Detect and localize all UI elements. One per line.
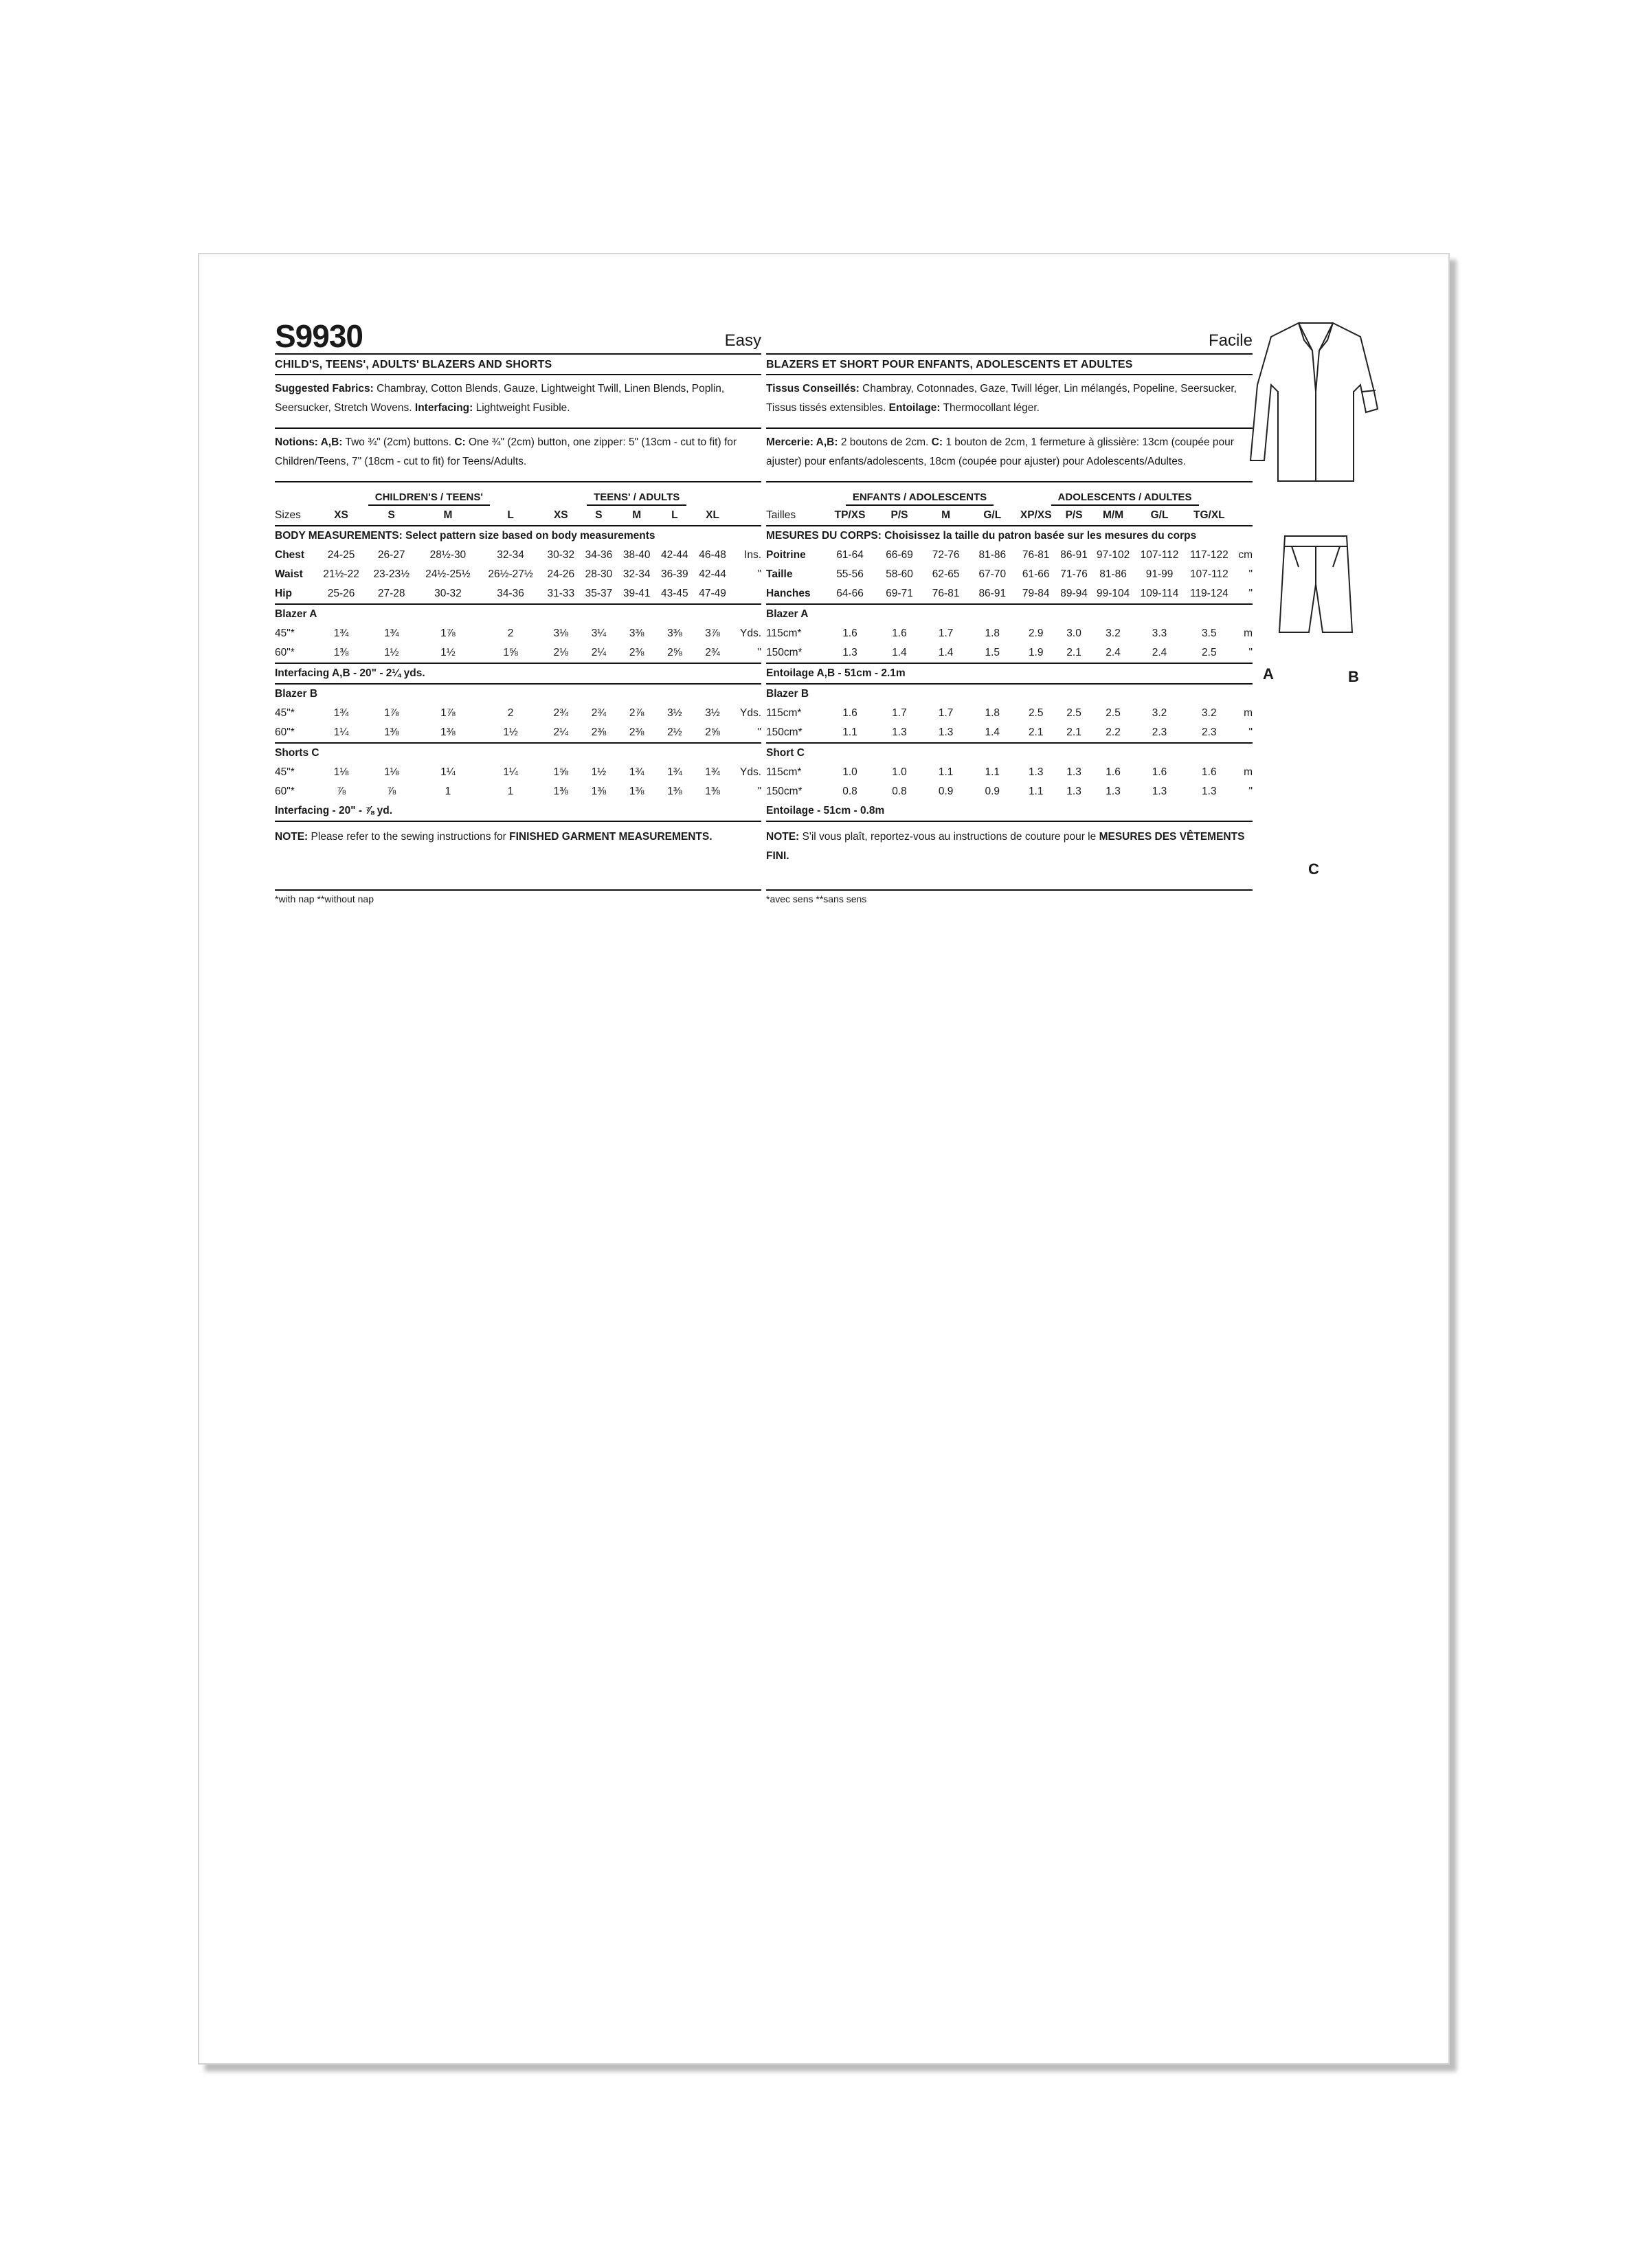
notions-paragraph-fr: Mercerie: A,B: 2 boutons de 2cm. C: 1 bouton de 2cm, 1 fermeture à glissière: 13cm (coupée pour ajuster) pour enfants/adolescents, 18cm (coupée pour ajuster) pour Adolescents/Adultes. [766, 436, 1234, 467]
row-label: 150cm* [766, 786, 803, 797]
table-cell: 2⅝ [705, 726, 720, 738]
group-heading: ADOLESCENTS / ADULTES [1051, 491, 1199, 506]
table-cell: 58-60 [886, 568, 913, 580]
row-label: Waist [275, 568, 303, 580]
unit-cell: " [1248, 726, 1253, 738]
table-cell: 1.6 [1202, 766, 1217, 778]
table-cell: 2½ [667, 726, 682, 738]
section-label: Blazer A [766, 608, 809, 620]
table-cell: 2.1 [1028, 726, 1044, 738]
size-header: M [618, 506, 655, 526]
table-cell: 1.7 [938, 627, 954, 639]
header-fr [766, 315, 1253, 355]
difficulty-level-fr: Facile [1208, 331, 1253, 350]
table-cell: 3⅜ [667, 627, 682, 639]
table-cell: 79-84 [1022, 588, 1050, 599]
body-measurements-label: MESURES DU CORPS: Choisissez la taille du patron basée sur les mesures du corps [766, 530, 1197, 542]
unit-cell: " [757, 786, 761, 797]
table-cell: 1.7 [892, 707, 907, 719]
table-cell: 3½ [667, 707, 682, 719]
table-cell: 1⅝ [503, 647, 518, 658]
french-column [766, 315, 1253, 904]
table-cell: 30-32 [434, 588, 462, 599]
table-cell: 2⅛ [553, 647, 569, 658]
table-cell: 67-70 [978, 568, 1007, 580]
table-cell: 2⅝ [667, 647, 682, 658]
table-cell: 2.3 [1202, 726, 1217, 738]
unit-cell: m [1244, 627, 1253, 639]
pattern-title: CHILD'S, TEENS', ADULTS' BLAZERS AND SHORTS [275, 355, 761, 375]
unit-cell: Yds. [739, 627, 761, 639]
table-cell: 2.3 [1152, 726, 1167, 738]
table-cell: 2 [507, 627, 514, 639]
table-cell: 1 [445, 786, 451, 797]
size-header: L [480, 506, 542, 526]
table-cell: 1½ [383, 647, 399, 658]
table-cell: 46-48 [699, 549, 726, 561]
size-header: S [366, 506, 416, 526]
table-cell: 2.5 [1066, 707, 1081, 719]
table-cell: 76-81 [932, 588, 960, 599]
table-cell: 26½-27½ [488, 568, 533, 580]
table-cell: 31-33 [547, 588, 575, 599]
table-cell: 2.1 [1066, 647, 1081, 658]
table-row [275, 763, 761, 782]
unit-cell: " [1248, 786, 1253, 797]
table-cell: 71-76 [1060, 568, 1088, 580]
table-cell: 34-36 [497, 588, 524, 599]
table-row [275, 723, 761, 743]
table-cell: 1.3 [1066, 766, 1081, 778]
table-cell: 1.4 [985, 726, 1000, 738]
table-cell: 1¾ [333, 707, 349, 719]
table-cell: 1.6 [1106, 766, 1121, 778]
table-row [766, 723, 1253, 743]
unit-cell: " [1248, 647, 1253, 658]
table-cell: 0.8 [892, 786, 907, 797]
view-label-b: B [1348, 668, 1359, 685]
section-label: Shorts C [275, 747, 319, 759]
table-cell: 69-71 [886, 588, 913, 599]
row-label: 150cm* [766, 726, 803, 738]
difficulty-level: Easy [724, 331, 761, 350]
table-cell: 24-25 [327, 549, 355, 561]
table-cell: 1¾ [667, 766, 682, 778]
table-cell: 3⅛ [553, 627, 569, 639]
table-cell: 2¾ [591, 707, 607, 719]
table-cell: 2⅞ [629, 707, 644, 719]
fabrics-paragraph: Suggested Fabrics: Chambray, Cotton Blends, Gauze, Lightweight Twill, Linen Blends, Poplin, Seersucker, Stretch Wovens. Interfacing: Lightweight Fusible. [275, 383, 725, 414]
table-cell: ⅞ [387, 786, 396, 797]
table-cell: 1.6 [892, 627, 907, 639]
table-cell: 61-64 [836, 549, 864, 561]
pattern-code: S9930 [275, 318, 363, 354]
table-cell: 42-44 [699, 568, 726, 580]
pattern-title-fr: BLAZERS ET SHORT POUR ENFANTS, ADOLESCENTS ET ADULTES [766, 355, 1253, 375]
table-cell: 1.3 [938, 726, 954, 738]
size-header: TG/XL [1185, 506, 1234, 526]
row-label: 45"* [275, 766, 295, 778]
table-cell: 1¾ [629, 766, 644, 778]
table-row [766, 565, 1253, 584]
table-cell: 28-30 [585, 568, 613, 580]
size-header: P/S [1056, 506, 1091, 526]
table-cell: 89-94 [1060, 588, 1088, 599]
note-fr: NOTE: S'il vous plaît, reportez-vous au instructions de couture pour le MESURES DES VÊTEMENTS FINI. [766, 831, 1245, 862]
table-cell: 32-34 [622, 568, 651, 580]
table-row [275, 584, 761, 604]
notions-paragraph: Notions: A,B: Two ¾" (2cm) buttons. C: One ¾" (2cm) button, one zipper: 5" (13cm - cut to fit) for Children/Teens, 7" (18cm - cut to fit) for Teens/Adults. [275, 436, 737, 467]
table-cell: 81-86 [1099, 568, 1127, 580]
table-cell: 1.0 [892, 766, 907, 778]
table-cell: 91-99 [1145, 568, 1174, 580]
unit-cell: Ins. [744, 549, 761, 561]
section-label: Entoilage A,B - 51cm - 2.1m [766, 667, 906, 679]
table-cell: 27-28 [377, 588, 405, 599]
table-cell: 1⅜ [667, 786, 682, 797]
unit-cell: " [1248, 588, 1253, 599]
table-cell: 117-122 [1189, 549, 1229, 561]
table-cell: 1.4 [892, 647, 907, 658]
english-column [275, 315, 761, 904]
table-cell: 1¼ [503, 766, 518, 778]
table-cell: 2.5 [1106, 707, 1121, 719]
table-cell: 2.1 [1066, 726, 1081, 738]
table-cell: 2¾ [553, 707, 569, 719]
table-row [766, 624, 1253, 643]
unit-cell [732, 584, 761, 604]
table-cell: ⅞ [337, 786, 346, 797]
table-cell: 1¾ [383, 627, 399, 639]
table-cell: 1⅜ [383, 726, 399, 738]
table-cell: 1.1 [985, 766, 1000, 778]
row-label: 45"* [275, 707, 295, 719]
table-cell: 62-65 [932, 568, 960, 580]
table-cell: 26-27 [377, 549, 405, 561]
table-cell: 24½-25½ [425, 568, 471, 580]
table-cell: 1.8 [985, 627, 1000, 639]
view-label-c: C [1308, 860, 1319, 878]
table-cell: 1⅞ [440, 627, 456, 639]
unit-cell: " [757, 568, 761, 580]
table-cell: 1.3 [892, 726, 907, 738]
table-cell: 1¼ [440, 766, 456, 778]
table-cell: 2.4 [1106, 647, 1121, 658]
table-cell: 55-56 [836, 568, 864, 580]
row-label: 60"* [275, 647, 295, 658]
table-cell: 1.3 [1028, 766, 1044, 778]
unit-cell: " [757, 647, 761, 658]
table-cell: 86-91 [1060, 549, 1088, 561]
table-cell: 1 [507, 786, 514, 797]
size-header: XS [316, 506, 366, 526]
table-cell: 86-91 [978, 588, 1007, 599]
table-cell: 1.7 [938, 707, 954, 719]
table-cell: 21½-22 [323, 568, 359, 580]
table-cell: 99-104 [1096, 588, 1130, 599]
table-cell: 1½ [503, 726, 518, 738]
table-cell: 30-32 [547, 549, 575, 561]
table-cell: 25-26 [327, 588, 355, 599]
table-cell: 1⅜ [629, 786, 644, 797]
table-cell: 28½-30 [429, 549, 467, 561]
footnote: *with nap **without nap [275, 889, 761, 904]
table-cell: 76-81 [1022, 549, 1050, 561]
table-cell: 1.3 [1202, 786, 1217, 797]
size-header: S [580, 506, 618, 526]
table-cell: 1⅜ [440, 726, 456, 738]
size-header: G/L [969, 506, 1016, 526]
sizes-label: Tailles [766, 506, 824, 526]
size-header: M/M [1092, 506, 1135, 526]
table-cell: 1.3 [1106, 786, 1121, 797]
unit-cell: " [1248, 568, 1253, 580]
table-row [275, 643, 761, 663]
table-cell: 72-76 [932, 549, 960, 561]
table-cell: 47-49 [699, 588, 726, 599]
table-cell: 39-41 [622, 588, 651, 599]
table-cell: 61-66 [1022, 568, 1050, 580]
table-row [275, 704, 761, 723]
table-cell: 1⅜ [591, 786, 607, 797]
section-label: Blazer B [766, 688, 809, 700]
section-label: Interfacing A,B - 20" - 2¼ yds. [275, 667, 425, 679]
row-label: 45"* [275, 627, 295, 639]
table-cell: 42-44 [661, 549, 688, 561]
table-row [275, 782, 761, 801]
row-label: 115cm* [766, 707, 802, 719]
table-cell: 0.9 [985, 786, 1000, 797]
table-cell: 2⅜ [629, 726, 644, 738]
table-cell: 3.5 [1202, 627, 1217, 639]
table-cell: 107-112 [1140, 549, 1179, 561]
size-header: XS [542, 506, 580, 526]
table-cell: 107-112 [1189, 568, 1229, 580]
row-label: 115cm* [766, 766, 802, 778]
unit-cell: " [757, 726, 761, 738]
table-cell: 1.1 [938, 766, 954, 778]
table-row [275, 624, 761, 643]
size-header: L [655, 506, 693, 526]
row-label: Chest [275, 549, 305, 561]
table-cell: 1.6 [1152, 766, 1167, 778]
table-cell: 3.2 [1202, 707, 1217, 719]
row-label: 150cm* [766, 647, 803, 658]
table-cell: 119-124 [1189, 588, 1229, 599]
table-row [275, 565, 761, 584]
table-cell: 2¾ [705, 647, 720, 658]
table-cell: 1.6 [842, 707, 857, 719]
table-cell: 2.2 [1106, 726, 1121, 738]
row-label: Hanches [766, 588, 811, 599]
table-cell: 2.9 [1028, 627, 1044, 639]
table-cell: 34-36 [585, 549, 613, 561]
size-header: TP/XS [824, 506, 876, 526]
table-cell: 1⅜ [553, 786, 569, 797]
body-measurements-label: BODY MEASUREMENTS: Select pattern size based on body measurements [275, 530, 655, 542]
unit-cell: m [1244, 766, 1253, 778]
footnote-fr: *avec sens **sans sens [766, 889, 1253, 904]
table-cell: 3¼ [591, 627, 607, 639]
table-row [766, 643, 1253, 663]
table-cell: 1.3 [1066, 786, 1081, 797]
size-header: M [416, 506, 479, 526]
table-row [766, 584, 1253, 604]
fabrics-paragraph-fr: Tissus Conseillés: Chambray, Cotonnades, Gaze, Twill léger, Lin mélangés, Popeline, Seersucker, Tissus tissés extensibles. Entoilage: Thermocollant léger. [766, 383, 1237, 414]
table-cell: 3⅞ [705, 627, 720, 639]
unit-cell: m [1244, 707, 1253, 719]
section-label: Blazer A [275, 608, 317, 620]
table-cell: 0.9 [938, 786, 954, 797]
table-cell: 1.6 [842, 627, 857, 639]
row-label: Taille [766, 568, 793, 580]
table-cell: 1⅞ [383, 707, 399, 719]
table-cell: 97-102 [1096, 549, 1130, 561]
table-cell: 3.3 [1152, 627, 1167, 639]
table-cell: 1½ [440, 647, 456, 658]
table-cell: 81-86 [978, 549, 1007, 561]
table-cell: 3½ [705, 707, 720, 719]
table-row [766, 704, 1253, 723]
table-cell: 2 [507, 707, 514, 719]
table-cell: 109-114 [1140, 588, 1179, 599]
size-chart-fr [766, 488, 1253, 822]
pattern-envelope-back [198, 253, 1450, 2065]
table-cell: 36-39 [661, 568, 688, 580]
table-cell: 0.8 [842, 786, 857, 797]
table-cell: 32-34 [497, 549, 524, 561]
garment-line-art [1244, 309, 1388, 653]
table-cell: 1.9 [1028, 647, 1044, 658]
section-label: Blazer B [275, 688, 318, 700]
section-label: Interfacing - 20" - ⅞ yd. [275, 805, 392, 816]
blazer-illustration [1250, 323, 1378, 481]
table-cell: 1⅛ [333, 766, 349, 778]
table-cell: 1.5 [985, 647, 1000, 658]
group-heading: ENFANTS / ADOLESCENTS [846, 491, 994, 506]
table-row [766, 763, 1253, 782]
row-label: Poitrine [766, 549, 806, 561]
size-chart [275, 488, 761, 822]
size-header: G/L [1134, 506, 1184, 526]
view-label-a: A [1263, 665, 1274, 682]
row-label: 115cm* [766, 627, 802, 639]
header [275, 315, 761, 355]
table-cell: 1½ [591, 766, 607, 778]
table-cell: 2.5 [1202, 647, 1217, 658]
table-cell: 35-37 [585, 588, 613, 599]
note: NOTE: Please refer to the sewing instructions for FINISHED GARMENT MEASUREMENTS. [275, 831, 713, 843]
table-cell: 1⅞ [440, 707, 456, 719]
table-cell: 64-66 [836, 588, 864, 599]
group-heading: CHILDREN'S / TEENS' [368, 491, 490, 506]
table-cell: 2¼ [553, 726, 569, 738]
table-cell: 1⅝ [553, 766, 569, 778]
table-row [766, 782, 1253, 801]
table-cell: 2.5 [1028, 707, 1044, 719]
section-label: Entoilage - 51cm - 0.8m [766, 805, 885, 816]
table-cell: 1⅜ [705, 786, 720, 797]
table-cell: 3.0 [1066, 627, 1081, 639]
size-header: M [923, 506, 969, 526]
unit-cell: cm [1238, 549, 1253, 561]
table-cell: 1.3 [1152, 786, 1167, 797]
table-cell: 38-40 [622, 549, 651, 561]
table-row [766, 546, 1253, 565]
table-cell: 23-23½ [373, 568, 410, 580]
table-cell: 1¾ [333, 627, 349, 639]
table-cell: 2⅜ [591, 726, 607, 738]
table-cell: 66-69 [886, 549, 913, 561]
table-row [275, 546, 761, 565]
row-label: Hip [275, 588, 292, 599]
table-cell: 1⅛ [383, 766, 399, 778]
table-cell: 2.4 [1152, 647, 1167, 658]
shorts-illustration [1279, 536, 1352, 632]
table-cell: 2¼ [591, 647, 607, 658]
table-cell: 2⅜ [629, 647, 644, 658]
table-cell: 1.1 [1028, 786, 1044, 797]
table-cell: 24-26 [547, 568, 575, 580]
size-header: XL [693, 506, 731, 526]
table-cell: 3.2 [1152, 707, 1167, 719]
table-cell: 3.2 [1106, 627, 1121, 639]
section-label: Short C [766, 747, 805, 759]
table-cell: 1.0 [842, 766, 857, 778]
size-header: XP/XS [1016, 506, 1056, 526]
unit-cell: Yds. [739, 766, 761, 778]
table-cell: 1.1 [842, 726, 857, 738]
size-header: P/S [876, 506, 923, 526]
unit-cell: Yds. [739, 707, 761, 719]
table-cell: 1.3 [842, 647, 857, 658]
sizes-label: Sizes [275, 506, 316, 526]
table-cell: 3⅜ [629, 627, 644, 639]
table-cell: 1.8 [985, 707, 1000, 719]
table-cell: 43-45 [661, 588, 688, 599]
row-label: 60"* [275, 726, 295, 738]
row-label: 60"* [275, 786, 295, 797]
table-cell: 1⅜ [333, 647, 349, 658]
table-cell: 1¾ [705, 766, 720, 778]
table-cell: 1.4 [938, 647, 954, 658]
group-heading: TEENS' / ADULTS [587, 491, 686, 506]
table-cell: 1¼ [333, 726, 349, 738]
